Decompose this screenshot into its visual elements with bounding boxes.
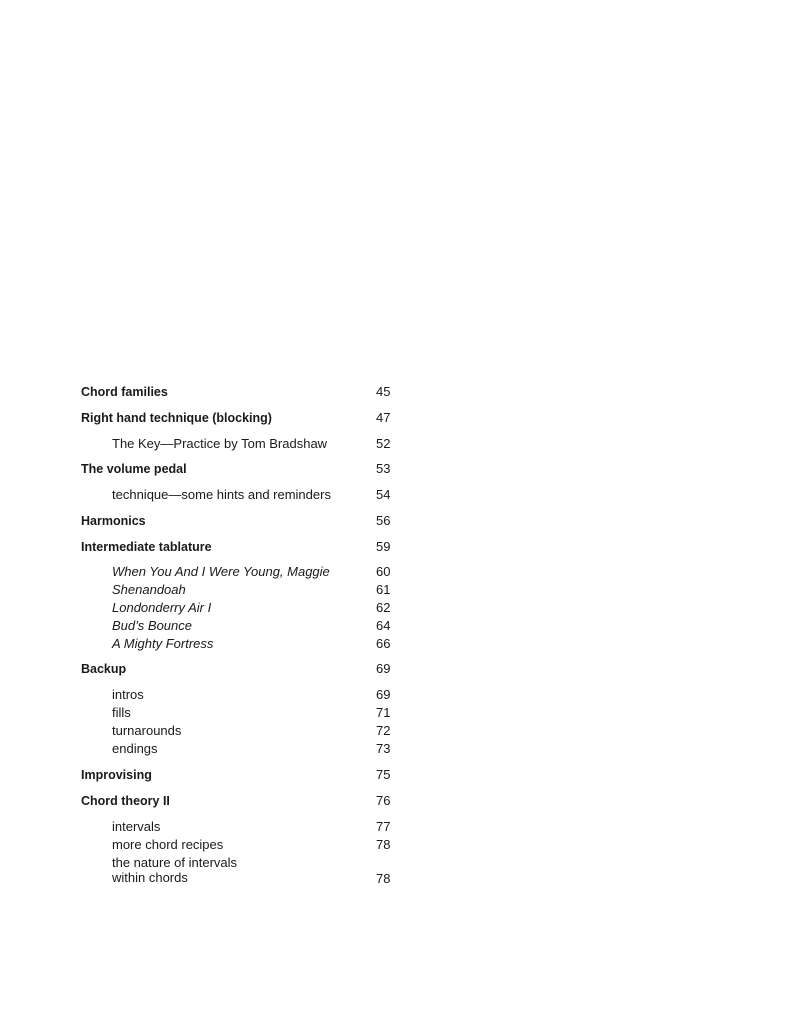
toc-entry-when-you-and-i	[0, 563, 791, 581]
toc-entry-page: 75	[376, 767, 391, 782]
toc-entry-page: 45	[376, 384, 391, 399]
toc-entry-title: endings	[112, 741, 158, 756]
toc-entry-intermediate-tablature	[0, 538, 791, 556]
toc-entry-backup	[0, 660, 791, 678]
toc-entry-page: 66	[376, 636, 391, 651]
toc-entry-page: 54	[376, 487, 391, 502]
toc-entry-intervals	[0, 818, 791, 836]
toc-entry-page: 62	[376, 600, 391, 615]
toc-entry-title: Bud’s Bounce	[112, 618, 192, 633]
toc-entry-title: technique—some hints and reminders	[112, 487, 331, 502]
toc-entry-title	[112, 855, 237, 885]
toc-entry-title: The volume pedal	[81, 462, 187, 476]
toc-entry-page: 60	[376, 564, 391, 579]
toc-entry-the-key-practice	[0, 435, 791, 453]
toc-entry-page: 72	[376, 723, 391, 738]
toc-entry-title: Harmonics	[81, 514, 146, 528]
toc-entry-title: fills	[112, 705, 131, 720]
toc-entry-title: Intermediate tablature	[81, 540, 212, 554]
toc-entry-volume-pedal	[0, 460, 791, 478]
toc-entry-chord-families	[0, 383, 791, 401]
toc-entry-title: Chord families	[81, 385, 168, 399]
toc-entry-harmonics	[0, 512, 791, 530]
toc-entry-title: Backup	[81, 662, 127, 676]
toc-entry-page: 78	[376, 837, 391, 852]
toc-entry-buds-bounce	[0, 617, 791, 635]
toc-entry-page: 73	[376, 741, 391, 756]
toc-entry-title: Right hand technique (blocking)	[81, 411, 272, 425]
toc-entry-title: intros	[112, 687, 144, 702]
toc-entry-shenandoah	[0, 581, 791, 599]
toc-entry-technique-hints	[0, 486, 791, 504]
toc-entry-title: intervals	[112, 819, 161, 834]
toc-entry-page: 64	[376, 618, 391, 633]
toc-entry-page: 77	[376, 819, 391, 834]
toc-entry-title-line-2: within chords	[112, 870, 188, 885]
toc-entry-page: 69	[376, 661, 391, 676]
toc-entry-more-chord-recipes	[0, 836, 791, 854]
toc-entry-title: The Key—Practice by Tom Bradshaw	[112, 436, 328, 451]
toc-entry-londonderry-air	[0, 599, 791, 617]
toc-entry-right-hand-technique	[0, 409, 791, 427]
toc-entry-turnarounds	[0, 722, 791, 740]
toc-entry-nature-of-intervals	[0, 854, 791, 888]
toc-entry-improvising	[0, 766, 791, 784]
toc-entry-endings	[0, 740, 791, 758]
toc-entry-chord-theory-ii	[0, 792, 791, 810]
toc-entry-title: When You And I Were Young, Maggie	[112, 564, 330, 579]
toc-entry-page: 59	[376, 539, 391, 554]
toc-entry-title-line-1: the nature of intervals	[112, 855, 238, 870]
toc-entry-page: 76	[376, 793, 391, 808]
toc-entry-page: 78	[376, 871, 391, 886]
toc-entry-page: 56	[376, 513, 391, 528]
toc-entry-title: more chord recipes	[112, 837, 224, 852]
toc-entry-page: 53	[376, 461, 391, 476]
toc-entry-page: 61	[376, 582, 391, 597]
toc-entry-intros	[0, 686, 791, 704]
toc-entry-page: 52	[376, 436, 391, 451]
toc-entry-title: Improvising	[81, 768, 152, 782]
toc-entry-title: Shenandoah	[112, 582, 186, 597]
toc-entry-title: turnarounds	[112, 723, 182, 738]
toc-entry-title: A Mighty Fortress	[112, 636, 214, 651]
toc-entry-page: 47	[376, 410, 391, 425]
toc-entry-fills	[0, 704, 791, 722]
toc-entry-title: Londonderry Air I	[112, 600, 212, 615]
toc-entry-page: 71	[376, 705, 391, 720]
toc-entry-page: 69	[376, 687, 391, 702]
toc-entry-a-mighty-fortress	[0, 635, 791, 653]
toc-entry-title: Chord theory II	[81, 794, 170, 808]
